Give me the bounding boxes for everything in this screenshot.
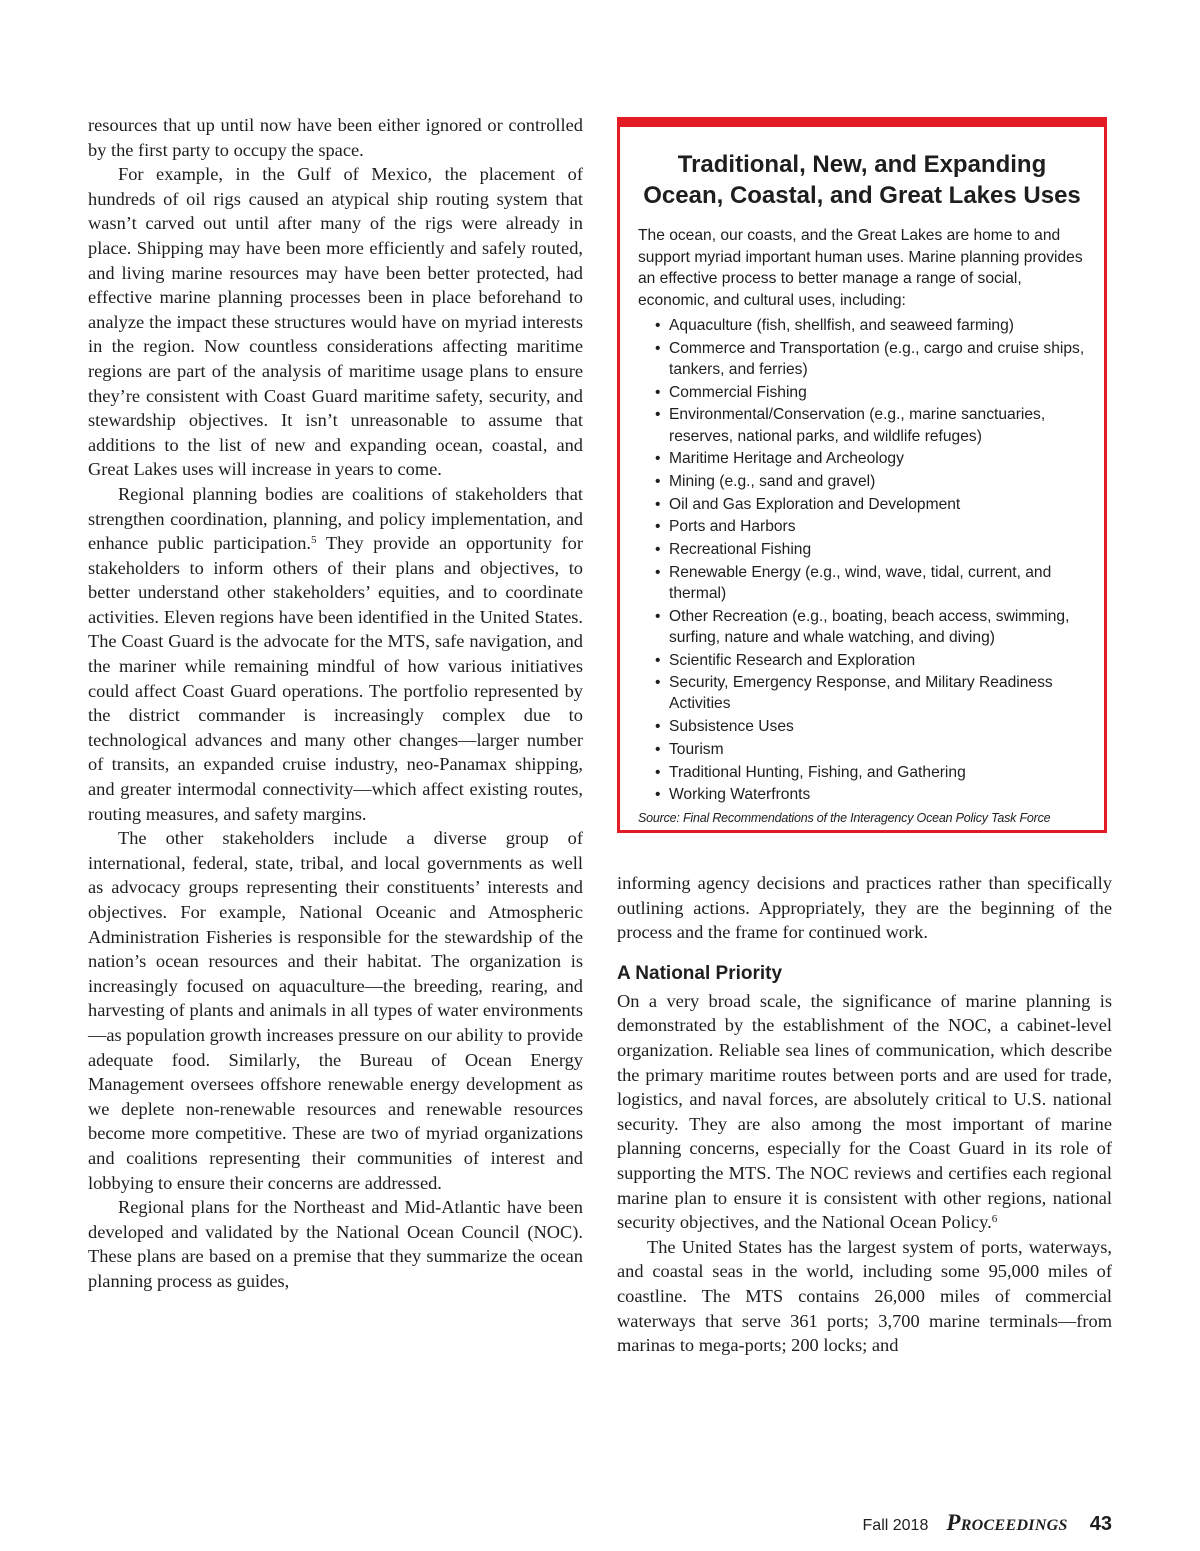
body-paragraph: For example, in the Gulf of Mexico, the placement of hundreds of oil rigs caused an atypical ship routing system that wasn’t carved out until after many of the rigs were already in place. Shipping may have been more efficiently and safely routed, and living marine resources may have been better protected, had effective marine planning processes been in place beforehand to analyze the impact these structures would have on myriad interests in the region. Now countless considerations affecting maritime regions are part of the analysis of maritime usage plans to ensure they’re consistent with Coast Guard maritime safety, security, and stewardship objectives. It isn’t unreasonable to assume that additions to the list of new and expanding ocean, coastal, and Great Lakes uses will increase in years to come. (88, 164, 583, 480)
sidebar-box (617, 117, 1107, 833)
sidebar-title-line: Traditional, New, and Expanding (677, 151, 1047, 178)
list-item: • Tourism (638, 739, 1086, 760)
body-paragraph: The other stakeholders include a diverse group of international, federal, state, tribal, and local governments as well as advocacy groups representing their constituents’ interests and objectives. For example, National Oceanic and Atmospheric Administration Fisheries is responsible for the stewardship of the nation’s ocean resources and their habitat. The organization is increasingly focused on aquaculture—the breeding, rearing, and harvesting of plants and animals in all types of water environments—as population growth increases pressure on our ability to provide adequate food. Similarly, the Bureau of Ocean Energy Management oversees offshore renewable energy development as we deplete non-renewable resources and renewable resources become more competitive. These are two of myriad organizations and coalitions representing their communities of interest and lobbying to ensure their concerns are addressed. (88, 828, 583, 1193)
list-item: • Environmental/Conservation (e.g., marine sanctuaries, reserves, national parks, and wildlife refuges) (638, 404, 1086, 446)
list-item: • Commercial Fishing (638, 382, 1086, 403)
list-item: • Maritime Heritage and Archeology (638, 448, 1086, 469)
list-item: • Traditional Hunting, Fishing, and Gathering (638, 762, 1086, 783)
list-item: • Working Waterfronts (638, 784, 1086, 805)
list-item: • Oil and Gas Exploration and Development (638, 494, 1086, 515)
list-item: • Ports and Harbors (638, 516, 1086, 537)
publication-name: Proceedings (946, 1510, 1068, 1535)
list-item: • Aquaculture (fish, shellfish, and seaweed farming) (638, 315, 1086, 336)
list-item: • Recreational Fishing (638, 539, 1086, 560)
list-item: • Mining (e.g., sand and gravel) (638, 471, 1086, 492)
body-paragraph: Regional plans for the Northeast and Mid-Atlantic have been developed and validated by the National Ocean Council (NOC). These plans are based on a premise that they summarize the ocean planning process as guides, (88, 1197, 583, 1291)
section-heading: A National Priority (617, 962, 783, 984)
paragraph-text: Regional planning bodies are coalitions of stakeholders that strengthen coordination, planning, and policy implementation, and enhance public participation. (88, 483, 583, 554)
sidebar-title (638, 149, 1086, 211)
body-paragraph: informing agency decisions and practices rather than specifically outlining actions. Appropriately, they are the beginning of the process and the frame for continued work. (617, 873, 1112, 943)
sidebar-title-line: Ocean, Coastal, and Great Lakes Uses (643, 182, 1081, 209)
left-column (88, 113, 583, 1294)
body-paragraph (88, 482, 583, 826)
body-paragraph (617, 989, 1112, 1235)
issue-date: Fall 2018 (862, 1517, 929, 1534)
right-column (617, 871, 1112, 1358)
paragraph-text: On a very broad scale, the significance of marine planning is demonstrated by the establishment of the NOC, a cabinet-level organization. Reliable sea lines of communication, which describe the primary maritime routes between ports and are used for trade, logistics, and naval forces, are absolutely critical to U.S. national security. They are also among the most important of marine planning concerns, especially for the Coast Guard in its role of supporting the MTS. The NOC reviews and certifies each regional marine plan to ensure it is consistent with other regions, national security objectives, and the National Ocean Policy. (617, 990, 1112, 1233)
sidebar-source: Source: Final Recommendations of the Interagency Ocean Policy Task Force (638, 811, 1051, 826)
footnote-marker[interactable]: 6 (991, 1213, 998, 1226)
list-item: • Other Recreation (e.g., boating, beach access, swimming, surfing, nature and whale watching, and diving) (638, 606, 1086, 648)
footnote-marker[interactable]: 5 (311, 534, 317, 547)
sidebar-intro: The ocean, our coasts, and the Great Lakes are home to and support myriad important human uses. Marine planning provides an effective process to better manage a range of social, economic, and cultural uses, including: (638, 227, 1083, 309)
list-item: • Renewable Energy (e.g., wind, wave, tidal, current, and thermal) (638, 562, 1086, 604)
list-item: • Subsistence Uses (638, 716, 1086, 737)
list-item: • Scientific Research and Exploration (638, 650, 1086, 671)
page-number: 43 (1089, 1513, 1112, 1535)
list-item: • Security, Emergency Response, and Military Readiness Activities (638, 672, 1086, 714)
page-footer (863, 1510, 1112, 1536)
uses-list (638, 315, 1086, 805)
body-paragraph: The United States has the largest system of ports, waterways, and coastal seas in the world, including some 95,000 miles of coastline. The MTS contains 26,000 miles of commercial waterways that serve 361 ports; 3,700 marine terminals—from marinas to mega-ports; 200 locks; and (617, 1236, 1112, 1356)
paragraph-text: They provide an opportunity for stakeholders to inform others of their plans and objectives, to better understand other stakeholders’ equities, and to coordinate activities. Eleven regions have been identified in the United States. The Coast Guard is the advocate for the MTS, safe navigation, and the mariner while remaining mindful of how various initiatives could affect Coast Guard operations. The portfolio represented by the district commander is increasingly complex due to technological advances and many other changes—larger number of transits, an expanded cruise industry, neo-Panamax shipping, and greater intermodal connectivity—which affect existing routes, routing measures, and safety margins. (88, 533, 583, 824)
list-item: • Commerce and Transportation (e.g., cargo and cruise ships, tankers, and ferries) (638, 338, 1086, 380)
body-paragraph: resources that up until now have been either ignored or controlled by the first party to occupy the space. (88, 115, 583, 160)
